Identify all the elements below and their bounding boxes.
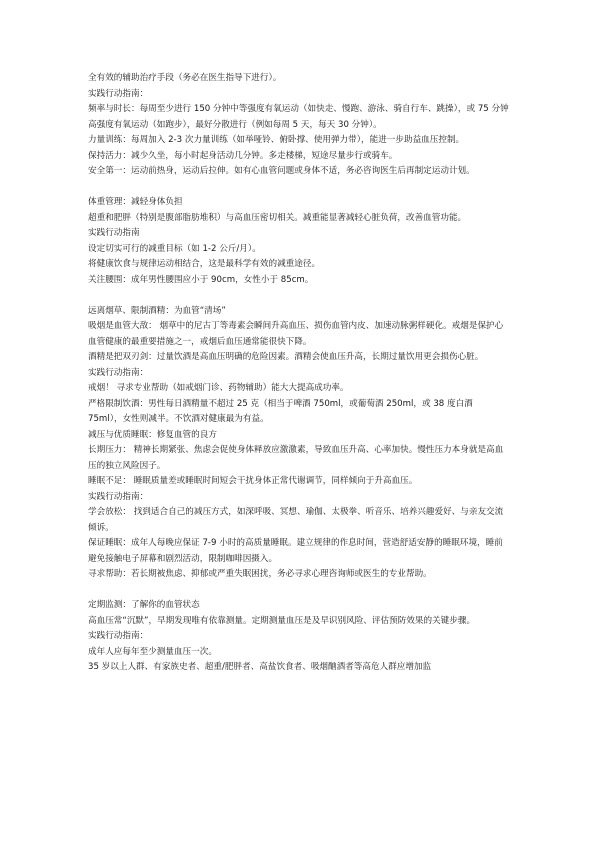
text-line: 实践行动指南：: [88, 491, 149, 502]
text-line: 35 岁以上人群、有家族史者、超重/肥胖者、高盐饮食者、吸烟酗酒者等高危人群应增加监: [88, 662, 432, 672]
paragraph-gap: [88, 583, 510, 599]
text-line: 睡眠不足： 睡眠质量差或睡眠时间短会干扰身体正常代谢调节，同样倾向于升高血压。: [88, 476, 418, 486]
text-line: 体重管理：减轻身体负担: [88, 197, 183, 207]
text-line: 酒精是把双刃剑：过量饮酒是高血压明确的危险因素。酒精会使血压升高，长期过量饮用更会损伤心脏。: [88, 352, 484, 362]
text-line: 实践行动指南：: [88, 88, 149, 99]
text-line: 学会放松： 找到适合自己的减压方式，如深呼吸、冥想、瑜伽、太极拳、听音乐、培养兴趣爱好、与亲友交流倾诉。: [88, 507, 504, 533]
text-line: 严格限制饮酒：男性每日酒精量不超过 25 克（相当于啤酒 750ml，或葡萄酒 250ml，或 38 度白酒 75ml），女性则减半。不饮酒对健康最为有益。: [88, 398, 473, 424]
text-line: 将健康饮食与规律运动相结合，这是最科学有效的减重途径。: [88, 259, 321, 269]
text-line: 长期压力： 精神长期紧张、焦虑会促使身体释放应激激素，导致血压升高、心率加快。慢性压力本身就是高血压的独立风险因子。: [88, 445, 504, 471]
paragraph-gap: [88, 288, 510, 304]
text-line: 安全第一：运动前热身，运动后拉伸。如有心血管问题或身体不适，务必咨询医生后再制定运动计划。: [88, 166, 475, 176]
text-line: 全有效的辅助治疗手段（务必在医生指导下进行）。: [88, 73, 282, 83]
text-line: 吸烟是血管大敌： 烟草中的尼古丁等毒素会瞬间升高血压、损伤血管内皮、加速动脉粥样硬化。戒烟是保护心血管健康的最重要措施之一，戒烟后血压通常能很快下降。: [88, 321, 504, 347]
text-line: 戒烟！ 寻求专业帮助（如戒烟门诊、药物辅助）能大大提高成功率。: [88, 383, 349, 393]
paragraph-gap: [88, 180, 510, 196]
text-line: 保证睡眠：成年人每晚应保证 7-9 小时的高质量睡眠。建立规律的作息时间，营造舒适安静的睡眠环境，睡前避免接触电子屏幕和剧烈活动，限制咖啡因摄入。: [88, 538, 503, 564]
text-line: 寻求帮助：若长期被焦虑、抑郁或严重失眠困扰，务必寻求心理咨询师或医生的专业帮助。: [88, 569, 432, 579]
text-line: 远离烟草、限制酒精：为血管“清场”: [88, 305, 226, 316]
text-line: 频率与时长：每周至少进行 150 分钟中等强度有氧运动（如快走、慢跑、游泳、骑自行车、跳操），或 75 分钟高强度有氧运动（如跑步），最好分散进行（例如每周 5 天，每天 30 分钟）。: [88, 104, 509, 130]
text-line: 力量训练：每周加入 2-3 次力量训练（如举哑铃、俯卧撑、使用弹力带），能进一步助益血压控制。: [88, 135, 465, 145]
text-line: 高血压常“沉默”，早期发现唯有依靠测量。定期测量血压是及早识别风险、评估预防效果的关键步骤。: [88, 615, 476, 626]
text-line: 成年人应每年至少测量血压一次。: [88, 646, 217, 657]
text-line: 实践行动指南：: [88, 367, 149, 378]
text-line: 保持活力：减少久坐，每小时起身活动几分钟。多走楼梯，短途尽量步行或骑车。: [88, 150, 398, 161]
text-line: 关注腰围：成年男性腰围应小于 90cm，女性小于 85cm。: [88, 274, 314, 285]
text-line: 实践行动指南：: [88, 631, 149, 641]
text-line: 超重和肥胖（特别是腹部脂肪堆积）与高血压密切相关。减重能显著减轻心脏负荷，改善血管功能。: [88, 212, 467, 223]
document-body: [88, 71, 510, 676]
text-line: 定期监测：了解你的血管状态: [88, 600, 200, 610]
text-line: 设定切实可行的减重目标（如 1-2 公斤/月）。: [88, 243, 261, 254]
text-line: 减压与优质睡眠：修复血管的良方: [88, 429, 217, 440]
text-line: 实践行动指南: [88, 228, 140, 238]
